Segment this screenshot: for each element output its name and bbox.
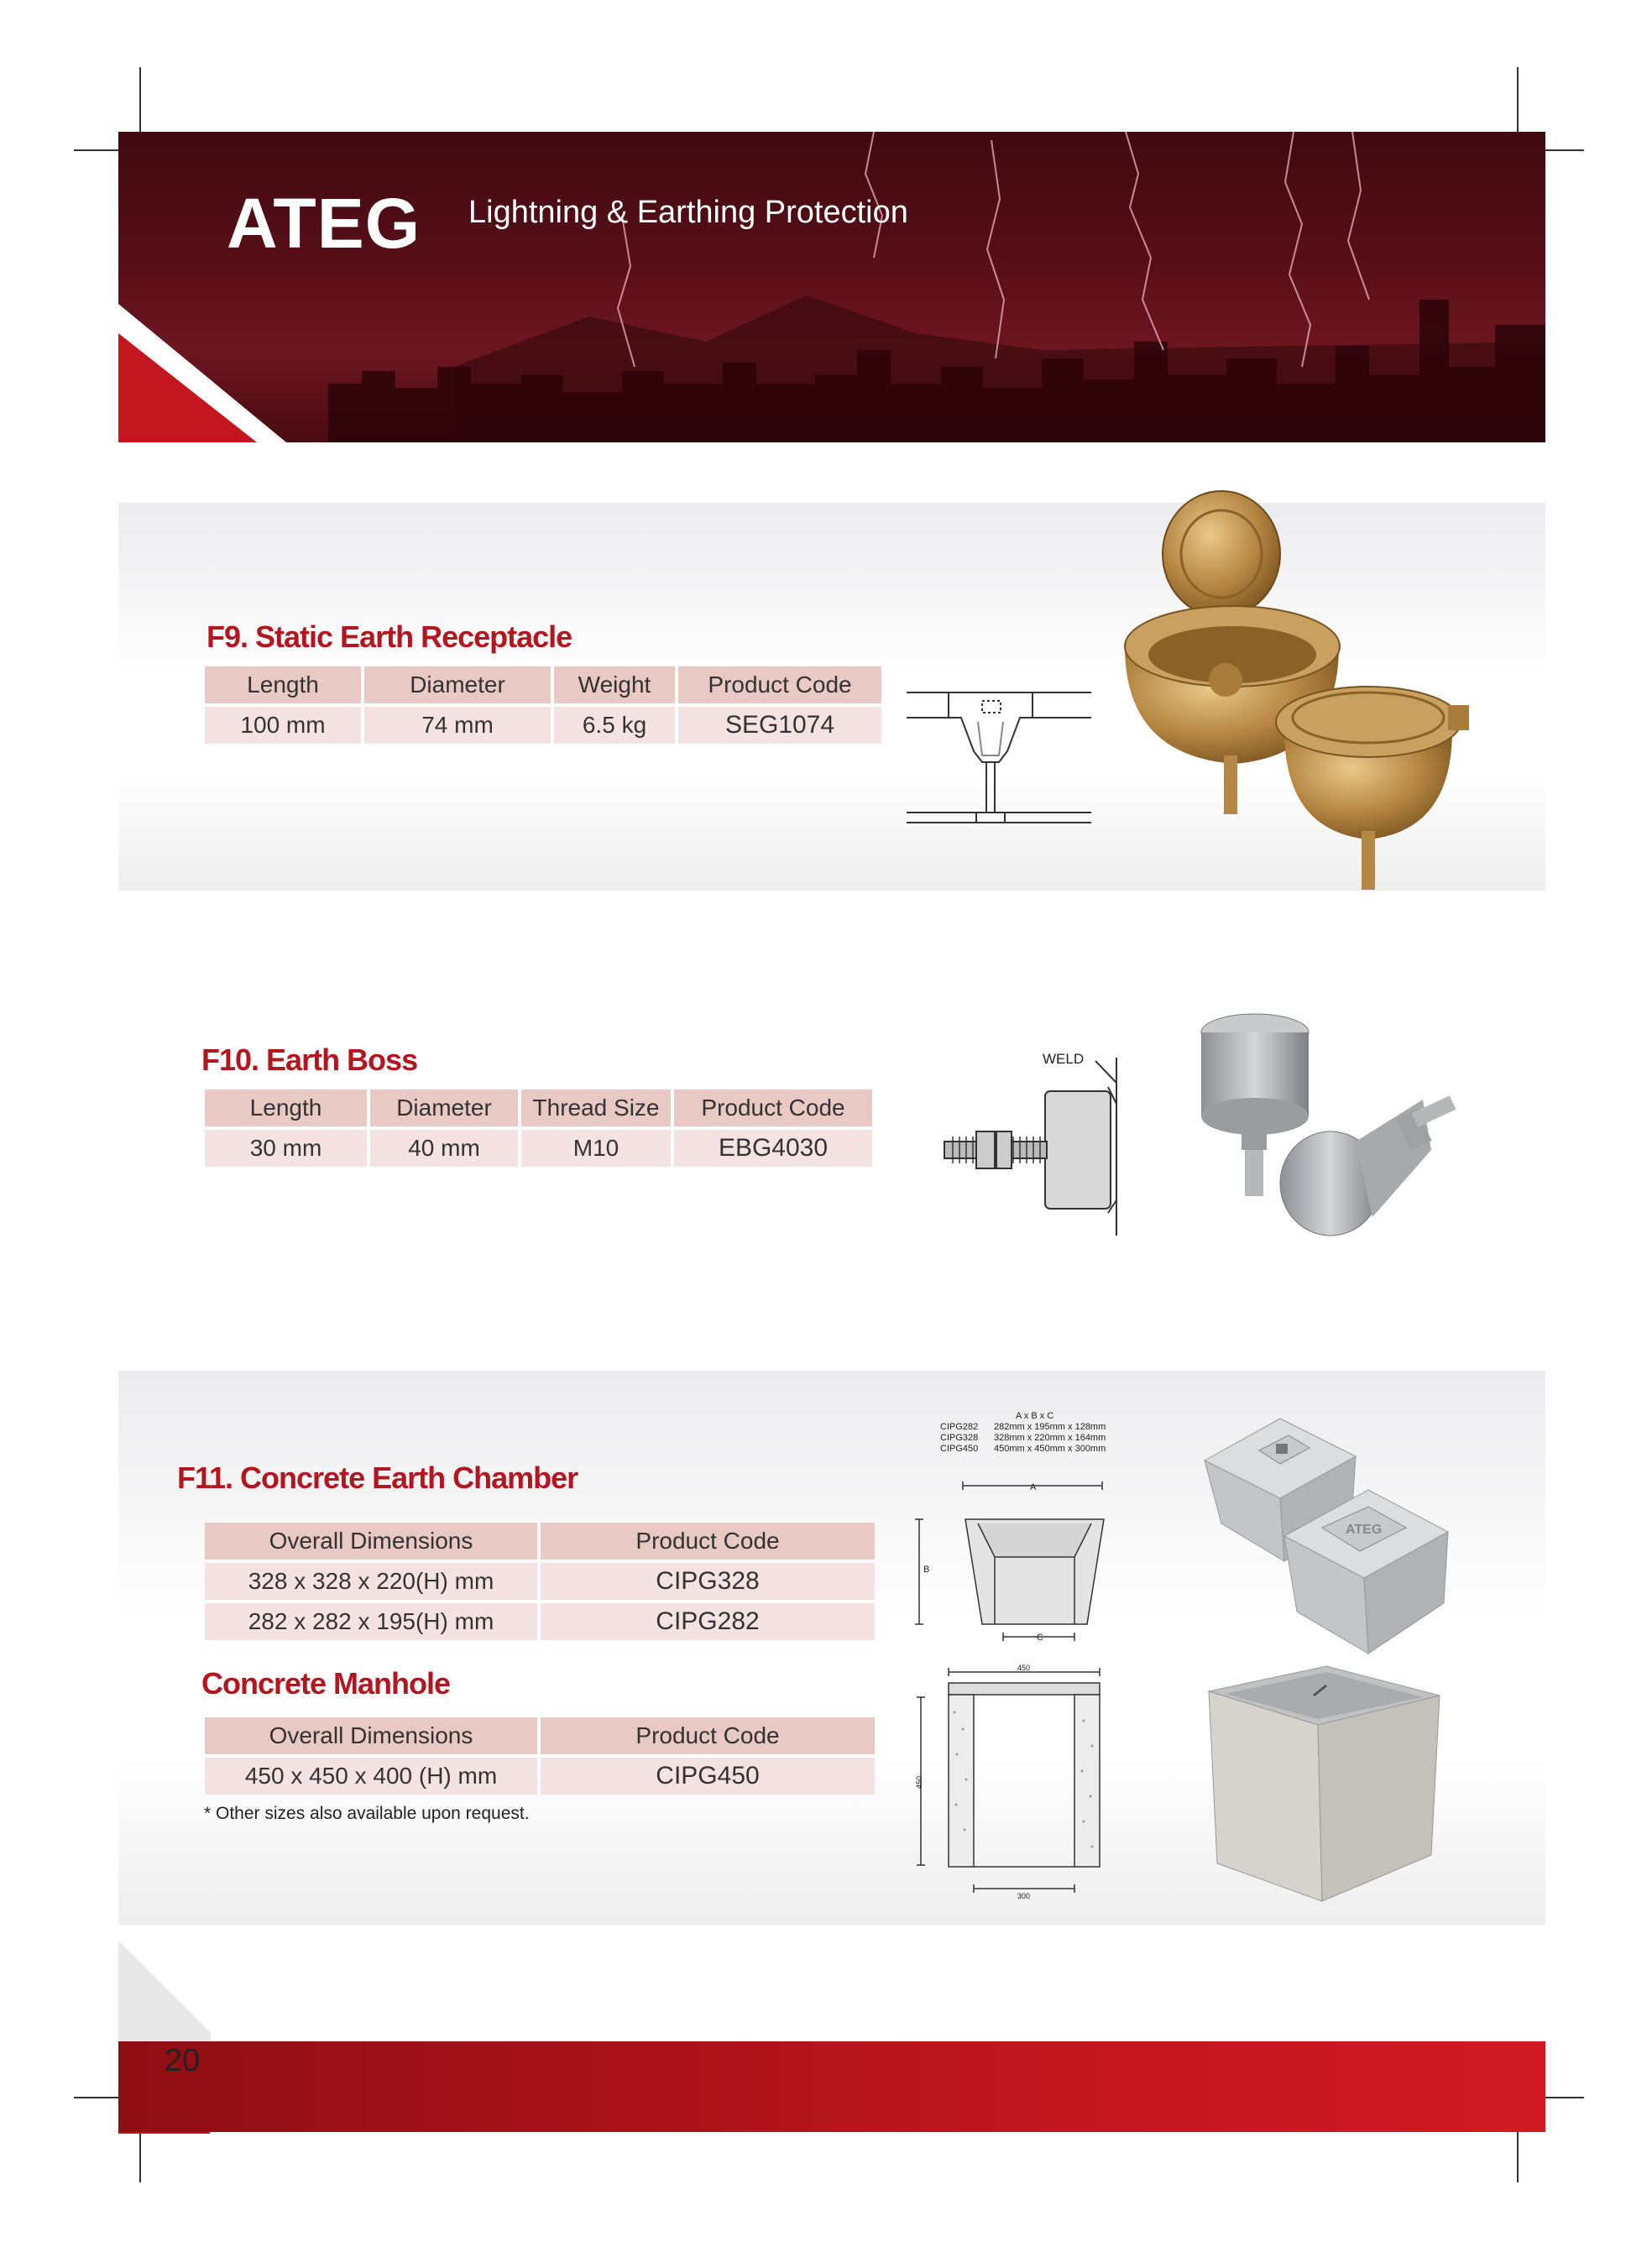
header-tagline: Lightning & Earthing Protection	[468, 195, 908, 230]
column-header: Product Code	[541, 1717, 875, 1754]
f9-title: F9. Static Earth Receptacle	[206, 619, 572, 654]
receptacle-cross-section-diagram	[902, 671, 1104, 839]
legend-dims: 328mm x 220mm x 164mm	[994, 1433, 1106, 1443]
legend-dims: 450mm x 450mm x 300mm	[994, 1444, 1106, 1454]
f11-spec-table	[201, 1519, 878, 1643]
legend-code: CIPG282	[940, 1422, 979, 1432]
f9-spec-table	[201, 663, 885, 747]
column-header: Diameter	[364, 666, 551, 703]
lightning-cityscape-image	[118, 132, 1545, 442]
column-header: Weight	[554, 666, 675, 703]
table-cell: 328 x 328 x 220(H) mm	[205, 1563, 537, 1600]
footnote: * Other sizes also available upon request.	[204, 1804, 530, 1823]
concrete-manhole-photo	[1200, 1662, 1452, 1905]
header-banner	[118, 132, 1545, 442]
product-code: SEG1074	[678, 707, 881, 744]
page-number: 20	[165, 2043, 201, 2078]
dimension-legend	[940, 1411, 1106, 1455]
legend-header: A x B x C	[1016, 1411, 1054, 1421]
table-cell: 450 x 450 x 400 (H) mm	[205, 1758, 537, 1795]
column-header: Diameter	[370, 1090, 518, 1126]
product-code: CIPG328	[541, 1563, 875, 1600]
manhole-spec-table	[201, 1714, 878, 1798]
table-cell: 6.5 kg	[554, 707, 675, 744]
dim-label-width: 450	[1017, 1664, 1031, 1672]
legend-row	[940, 1433, 1106, 1444]
weld-label: WELD	[1043, 1051, 1085, 1067]
legend-row	[940, 1444, 1106, 1455]
dim-label-c: C	[1037, 1633, 1043, 1641]
table-cell: 74 mm	[364, 707, 551, 744]
table-cell: 100 mm	[205, 707, 361, 744]
earth-boss-diagram	[936, 1049, 1129, 1242]
table-cell: 40 mm	[370, 1130, 518, 1167]
dim-label-height: 450	[915, 1775, 923, 1789]
legend-code: CIPG450	[940, 1444, 979, 1454]
chamber-lid-stamp: ATEG	[1346, 1523, 1383, 1537]
f10-spec-table	[201, 1086, 876, 1170]
f10-title: F10. Earth Boss	[201, 1043, 418, 1077]
earth-chamber-diagram	[911, 1473, 1112, 1641]
product-code: CIPG282	[541, 1603, 875, 1640]
concrete-earth-chamber-photo	[1196, 1410, 1456, 1662]
product-code: EBG4030	[674, 1130, 872, 1167]
footer-bar	[118, 2041, 1545, 2132]
legend-row	[940, 1422, 1106, 1433]
column-header: Product Code	[541, 1523, 875, 1560]
brand-logo-text: ATEG	[227, 184, 421, 263]
table-cell: 282 x 282 x 195(H) mm	[205, 1603, 537, 1640]
legend-code: CIPG328	[940, 1433, 979, 1443]
earth-boss-photo	[1188, 1007, 1456, 1242]
column-header: Length	[205, 666, 361, 703]
column-header: Length	[205, 1090, 367, 1126]
manhole-title: Concrete Manhole	[201, 1666, 451, 1701]
legend-dims: 282mm x 195mm x 128mm	[994, 1422, 1106, 1432]
dim-label-b: B	[923, 1565, 930, 1575]
column-header: Product Code	[674, 1090, 872, 1126]
dim-label-inner: 300	[1017, 1892, 1031, 1900]
column-header: Product Code	[678, 666, 881, 703]
static-earth-receptacle-photo	[1116, 478, 1477, 890]
column-header: Thread Size	[521, 1090, 671, 1126]
column-header: Overall Dimensions	[205, 1523, 537, 1560]
table-cell: 30 mm	[205, 1130, 367, 1167]
f11-title: F11. Concrete Earth Chamber	[177, 1461, 578, 1495]
table-cell: M10	[521, 1130, 671, 1167]
manhole-diagram	[911, 1662, 1112, 1901]
dim-label-a: A	[1030, 1482, 1037, 1492]
product-code: CIPG450	[541, 1758, 875, 1795]
column-header: Overall Dimensions	[205, 1717, 537, 1754]
